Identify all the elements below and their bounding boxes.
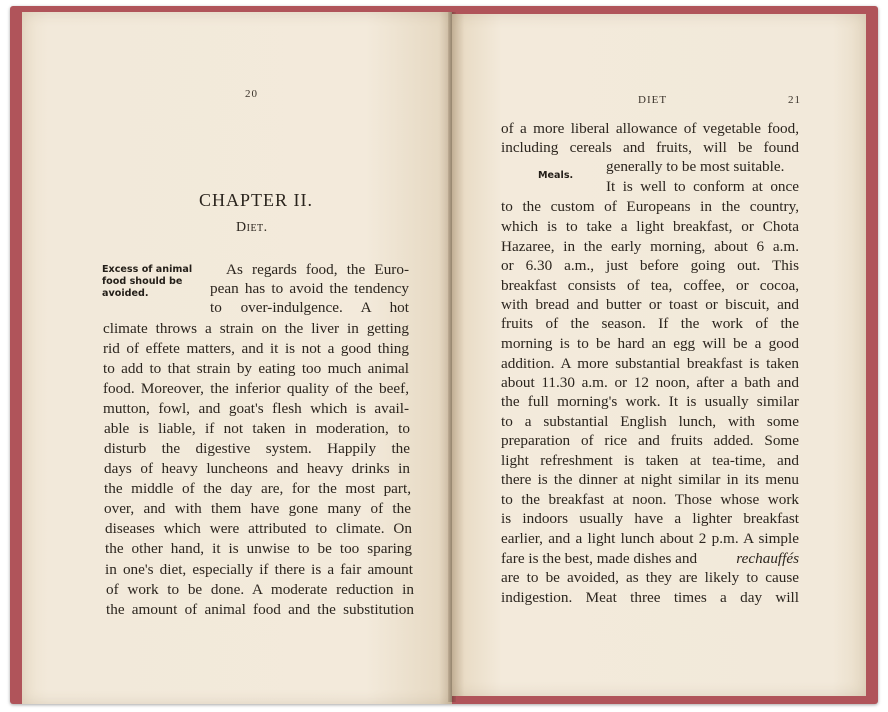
text-line: the other hand, it is unwise to be too sparing	[105, 540, 412, 557]
text-line: or 6.30 a.m., just before going out. This	[501, 257, 799, 274]
left-page	[22, 12, 452, 704]
text-line: days of heavy luncheons and heavy drinks in	[104, 460, 410, 477]
text-line-part: fare is the best, made dishes and	[501, 550, 698, 567]
text-line: Hazaree, in the early morning, about 6 a.m.	[501, 238, 799, 255]
text-line: to the breakfast at noon. Those whose work	[501, 491, 799, 508]
text-line-with-italic	[501, 549, 799, 568]
text-line: morning is to be hard an egg will be a good	[501, 335, 799, 352]
text-line: generally to be most suitable.	[606, 158, 785, 175]
running-head: DIET	[638, 94, 668, 106]
text-line: to a substantial English lunch, with some	[501, 413, 799, 430]
text-line: fruits of the season. If the work of the	[501, 315, 799, 332]
text-line: about 11.30 a.m. or 12 noon, after a bath and	[501, 374, 799, 391]
text-line: preparation of rice and fruits added. Some	[501, 432, 799, 449]
text-line: the full morning's work. It is usually similar	[501, 393, 799, 410]
text-line: of a more liberal allowance of vegetable food,	[501, 120, 799, 137]
left-page-number: 20	[245, 88, 258, 100]
text-line: diseases which were attributed to climate. On	[105, 520, 412, 537]
text-line: As regards food, the Euro-	[226, 261, 409, 278]
text-line: light refreshment is taken at tea-time, and	[501, 452, 799, 469]
chapter-subtitle: Diet.	[236, 220, 268, 235]
text-line: rid of effete matters, and it is not a good thing	[103, 340, 409, 357]
right-page	[452, 14, 866, 696]
text-line: climate throws a strain on the liver in getting	[103, 320, 409, 337]
margin-note-line: avoided.	[102, 288, 149, 299]
text-line: of work to be done. A moderate reduction in	[106, 581, 414, 598]
text-line: mutton, fowl, and goat's flesh which is avail-	[103, 400, 409, 417]
chapter-title: CHAPTER II.	[199, 190, 313, 210]
text-line: in one's diet, especially if there is a fair amount	[105, 561, 413, 578]
text-line: which is to take a light breakfast, or Chota	[501, 218, 799, 235]
text-line: to the custom of Europeans in the country,	[501, 198, 799, 215]
text-line: with bread and butter or toast or biscuit, and	[501, 296, 799, 313]
text-line: to over-indulgence. A hot	[210, 299, 409, 316]
text-line: addition. A more substantial breakfast is taken	[501, 355, 799, 372]
text-line: disturb the digestive system. Happily the	[104, 440, 410, 457]
text-line: the middle of the day are, for the most part,	[104, 480, 411, 497]
text-line: food. Moreover, the inferior quality of the beef,	[103, 380, 409, 397]
text-line: to add to that strain by eating too much animal	[103, 360, 409, 377]
text-line: are to be avoided, as they are likely to cause	[501, 569, 799, 586]
text-line: over, and with them have gone many of the	[104, 500, 411, 517]
text-line: earlier, and a light lunch about 2 p.m. A simple	[501, 530, 799, 547]
text-line: It is well to conform at once	[606, 178, 799, 195]
text-line: pean has to avoid the tendency	[210, 280, 409, 297]
text-line: is indoors usually have a lighter breakfast	[501, 510, 799, 527]
text-line: indigestion. Meat three times a day will	[501, 589, 799, 606]
text-line: there is the dinner at night similar in its menu	[501, 471, 799, 488]
text-line: including cereals and fruits, will be found	[501, 139, 799, 156]
left-margin-note	[102, 264, 192, 300]
margin-note-line: food should be	[102, 276, 183, 287]
text-line: able is liable, if not taken in moderation, to	[104, 420, 410, 437]
right-margin-note: Meals.	[538, 170, 574, 181]
right-page-number: 21	[788, 94, 801, 106]
margin-note-line: Excess of animal	[102, 264, 193, 275]
text-line: the amount of animal food and the substitution	[106, 601, 414, 618]
text-line: breakfast consists of tea, coffee, or cocoa,	[501, 277, 799, 294]
italic-word: rechauffés	[736, 550, 799, 567]
